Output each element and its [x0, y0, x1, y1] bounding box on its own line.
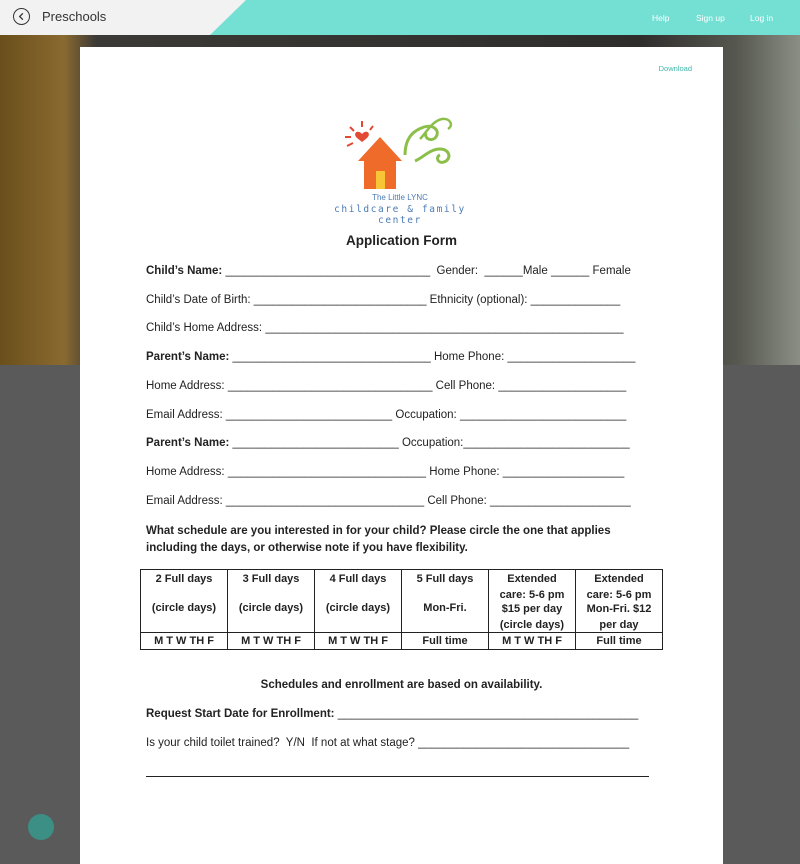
- form-line: [146, 409, 626, 421]
- schedule-title: Extended care: 5-6 pm: [586, 573, 652, 601]
- form-line-text: Child’s Date of Birth: ___________________________ Ethnicity (optional): ______________: [146, 294, 621, 306]
- form-line: [146, 466, 624, 478]
- back-button[interactable]: [13, 8, 30, 25]
- schedule-title: 5 Full days: [416, 573, 474, 585]
- schedule-detail: $15 per day (circle days): [499, 603, 565, 631]
- form-line-text: __________________________ Occupation:__________________________: [229, 437, 630, 449]
- form-line-text: Home Address: _______________________________ Home Phone: ___________________: [146, 466, 625, 478]
- schedule-table: [140, 569, 663, 650]
- logo: [320, 109, 490, 226]
- top-bar-divider: [210, 0, 246, 35]
- schedule-days: Full time: [422, 635, 468, 647]
- form-line: [146, 495, 631, 507]
- blank-line: [146, 776, 649, 777]
- form-line-text: Email Address: _______________________________ Cell Phone: ______________________: [146, 495, 631, 507]
- table-cell: [489, 633, 576, 650]
- schedule-detail: (circle days): [151, 602, 217, 614]
- form-line-text: Home Address: ________________________________ Cell Phone: ____________________: [146, 380, 627, 392]
- table-cell: [402, 633, 489, 650]
- form-line-text: _______________________________________________: [334, 708, 639, 720]
- logo-name: The Little LYNC: [372, 193, 428, 202]
- schedule-title: 3 Full days: [242, 573, 300, 585]
- table-row: [141, 633, 663, 650]
- schedule-title: Extended care: 5-6 pm: [499, 573, 565, 601]
- availability-note: Schedules and enrollment are based on availability.: [260, 679, 543, 691]
- schedule-question: What schedule are you interested in for your child? Please circle the one that applies including the days, or otherwise note if you have flexibility.: [146, 525, 611, 554]
- form-line-label: Parent’s Name:: [146, 351, 230, 363]
- table-cell: [141, 633, 228, 650]
- table-cell: [315, 570, 402, 633]
- schedule-detail: Mon-Fri. $12 per day: [586, 603, 652, 631]
- form-line-label: Child’s Name:: [146, 265, 223, 277]
- table-cell: [228, 570, 315, 633]
- schedule-days: M T W TH F: [328, 635, 388, 647]
- logo-tagline: childcare & family center: [334, 204, 466, 226]
- table-cell: [489, 570, 576, 633]
- document-page: [80, 47, 723, 864]
- form-line: [146, 437, 630, 449]
- chevron-left-icon: [17, 12, 26, 21]
- form-line: [146, 265, 631, 277]
- table-cell: [576, 570, 663, 633]
- table-row: [141, 570, 663, 633]
- schedule-detail: Mon-Fri.: [423, 602, 467, 614]
- schedule-title: 4 Full days: [329, 573, 387, 585]
- download-link[interactable]: Download: [658, 64, 692, 73]
- schedule-detail: (circle days): [238, 602, 304, 614]
- table-cell: [315, 633, 402, 650]
- table-cell: [141, 570, 228, 633]
- form-line: [146, 380, 626, 392]
- house-logo-icon: [320, 109, 490, 193]
- help-link[interactable]: Help: [652, 13, 670, 23]
- schedule-title: 2 Full days: [155, 573, 213, 585]
- form-line-label: Request Start Date for Enrollment:: [146, 708, 335, 720]
- log-in-link[interactable]: Log in: [750, 13, 774, 23]
- sign-up-link[interactable]: Sign up: [696, 13, 725, 23]
- schedule-days: M T W TH F: [241, 635, 301, 647]
- form-title: Application Form: [346, 233, 457, 248]
- schedule-days: M T W TH F: [502, 635, 562, 647]
- form-line-text: Is your child toilet trained? Y/N If not at what stage? _________________________________: [146, 737, 630, 749]
- form-line-text: Email Address: __________________________ Occupation: __________________________: [146, 409, 627, 421]
- table-cell: [228, 633, 315, 650]
- form-line-text: Child’s Home Address: ________________________________________________________: [146, 322, 624, 334]
- form-line-text: ________________________________ Gender: ______Male ______ Female: [222, 265, 631, 277]
- schedule-detail: (circle days): [325, 602, 391, 614]
- top-bar: [0, 0, 800, 35]
- form-line-label: Parent’s Name:: [146, 437, 230, 449]
- chat-icon[interactable]: [28, 814, 54, 840]
- schedule-days: M T W TH F: [154, 635, 214, 647]
- form-line-text: _______________________________ Home Phone: ____________________: [229, 351, 636, 363]
- page-title: Preschools: [42, 9, 107, 24]
- schedule-days: Full time: [596, 635, 642, 647]
- form-line: [146, 351, 635, 363]
- form-line: [146, 322, 623, 334]
- table-cell: [402, 570, 489, 633]
- form-line: [146, 737, 629, 749]
- form-line: [146, 708, 638, 720]
- table-cell: [576, 633, 663, 650]
- form-line: [146, 294, 620, 306]
